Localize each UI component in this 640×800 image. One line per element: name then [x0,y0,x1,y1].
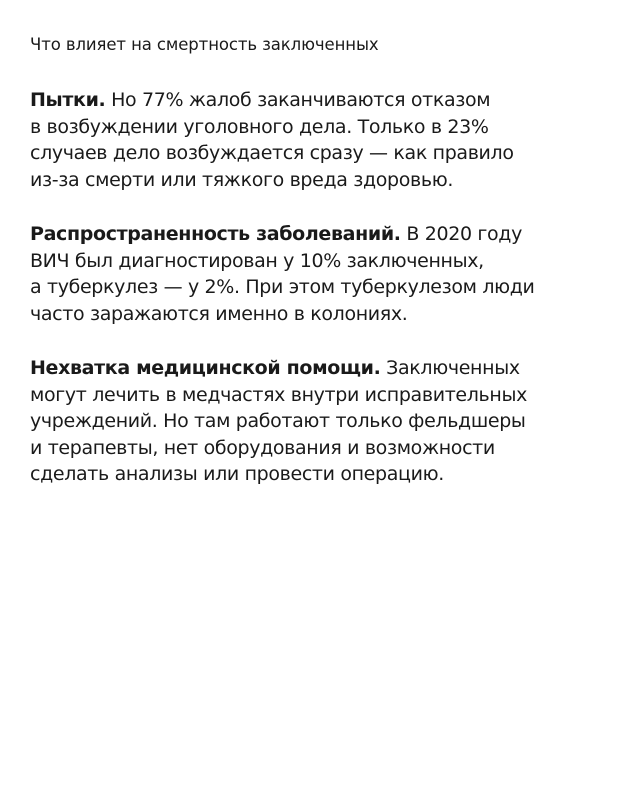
paragraph-medical-care [30,355,610,488]
paragraph-lead: Пытки. [30,89,106,111]
paragraph-lead: Распространенность заболеваний. [30,223,401,245]
paragraph-line: учреждений. Но там работают только фельдшеры [30,410,526,432]
paragraph-line: в возбуждении уголовного дела. Только в 23% [30,115,489,138]
paragraph-line: ВИЧ был диагностирован у 10% заключенных, [30,249,484,272]
paragraph-line: часто заражаются именно в колониях. [30,302,408,325]
section-title: Что влияет на смертность заключенных [30,35,379,54]
paragraph-line: а туберкулез — у 2%. При этом туберкулезом люди [30,276,535,298]
paragraph-line: случаев дело возбуждается сразу — как правило [30,142,514,164]
paragraph-line: В 2020 году [400,223,522,245]
paragraph-torture [30,87,610,193]
article-text [30,33,610,516]
paragraph-line: сделать анализы или провести операцию. [30,463,444,485]
paragraph-line: и терапевты, нет оборудования и возможности [30,436,495,459]
paragraph-lead: Нехватка медицинской помощи. [30,357,381,379]
paragraph-line: Но 77% жалоб заканчиваются отказом [105,89,491,111]
paragraph-line: могут лечить в медчастях внутри исправительных [30,383,528,406]
paragraph-diseases [30,221,610,327]
paragraph-line: из-за смерти или тяжкого вреда здоровью. [30,168,454,191]
paragraph-line: Заключенных [380,357,520,379]
